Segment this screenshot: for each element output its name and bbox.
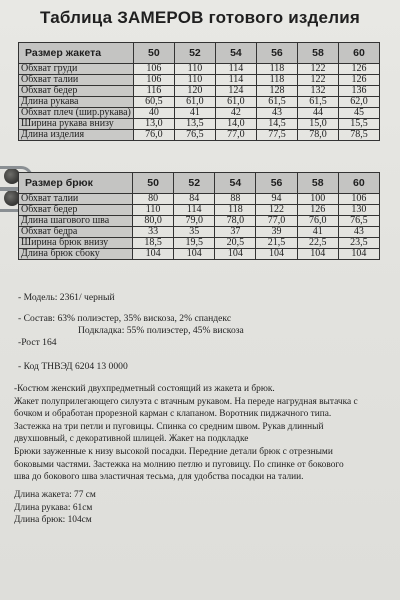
jacket-cell: 114 (215, 75, 256, 86)
pants-cell: 18,5 (133, 238, 174, 249)
pants-cell: 20,5 (215, 238, 256, 249)
jacket-row-label: Обхват груди (19, 64, 134, 75)
pants-cell: 39 (256, 227, 297, 238)
jacket-row (19, 108, 380, 119)
size-header: 52 (174, 173, 215, 194)
pants-size-table (18, 172, 380, 260)
size-header: 60 (338, 43, 379, 64)
jacket-cell: 128 (256, 86, 297, 97)
pants-header-row (19, 173, 380, 194)
jacket-row-label: Обхват плеч (шир.рукава) (19, 108, 134, 119)
pants-cell: 114 (174, 205, 215, 216)
pants-cell: 104 (256, 249, 297, 260)
pants-cell: 122 (256, 205, 297, 216)
jacket-cell: 15,5 (338, 119, 379, 130)
jacket-cell: 62,0 (338, 97, 379, 108)
composition-line: - Состав: 63% полиэстер, 35% вискоза, 2% спандекс (18, 313, 232, 324)
jacket-row-label: Обхват бедер (19, 86, 134, 97)
size-header: 52 (174, 43, 215, 64)
pants-cell: 33 (133, 227, 174, 238)
description-line: -Костюм женский двухпредметный состоящий из жакета и брюк. (14, 384, 275, 394)
jacket-cell: 118 (256, 75, 297, 86)
pants-row (19, 227, 380, 238)
size-header: 56 (256, 43, 297, 64)
pants-cell: 80,0 (133, 216, 174, 227)
jacket-cell: 110 (174, 75, 215, 86)
size-header: 56 (256, 173, 297, 194)
pants-cell: 104 (215, 249, 256, 260)
pants-row (19, 249, 380, 260)
jacket-cell: 78,0 (297, 130, 338, 141)
pants-cell: 106 (338, 194, 379, 205)
length-line: Длина рукава: 61см (14, 502, 93, 513)
jacket-cell: 76,0 (133, 130, 174, 141)
jacket-cell: 76,5 (174, 130, 215, 141)
pants-cell: 19,5 (174, 238, 215, 249)
pants-cell: 100 (297, 194, 338, 205)
jacket-cell: 126 (338, 64, 379, 75)
pants-cell: 76,5 (338, 216, 379, 227)
tnved-code-line: - Код ТНВЭД 6204 13 0000 (18, 361, 128, 372)
pants-header-label: Размер брюк (19, 173, 133, 194)
pants-cell: 84 (174, 194, 215, 205)
jacket-cell: 122 (297, 64, 338, 75)
pants-row-label: Ширина брюк внизу (19, 238, 133, 249)
pants-row-label: Обхват бедер (19, 205, 133, 216)
pants-row-label: Длина шагового шва (19, 216, 133, 227)
jacket-cell: 116 (133, 86, 174, 97)
jacket-cell: 14,0 (215, 119, 256, 130)
jacket-cell: 78,5 (338, 130, 379, 141)
pants-cell: 94 (256, 194, 297, 205)
jacket-cell: 13,5 (174, 119, 215, 130)
jacket-row (19, 97, 380, 108)
pants-cell: 110 (133, 205, 174, 216)
jacket-cell: 45 (338, 108, 379, 119)
jacket-cell: 77,5 (256, 130, 297, 141)
jacket-cell: 61,5 (256, 97, 297, 108)
description-line: двухшовный, с декоративной шлицей. Жакет на подкладке (14, 434, 249, 445)
pants-row (19, 238, 380, 249)
size-header: 54 (215, 173, 256, 194)
jacket-cell: 114 (215, 64, 256, 75)
jacket-cell: 43 (256, 108, 297, 119)
pants-cell: 104 (174, 249, 215, 260)
jacket-cell: 77,0 (215, 130, 256, 141)
pants-row (19, 216, 380, 227)
jacket-row (19, 75, 380, 86)
pants-cell: 22,5 (297, 238, 338, 249)
pants-cell: 77,0 (256, 216, 297, 227)
jacket-row-label: Длина рукава (19, 97, 134, 108)
pants-cell: 43 (338, 227, 379, 238)
jacket-cell: 61,5 (297, 97, 338, 108)
size-header: 54 (215, 43, 256, 64)
pants-cell: 88 (215, 194, 256, 205)
pants-cell: 21,5 (256, 238, 297, 249)
pants-cell: 126 (297, 205, 338, 216)
size-header: 58 (297, 43, 338, 64)
jacket-row (19, 130, 380, 141)
length-line: Длина жакета: 77 см (14, 490, 96, 500)
height-line: -Рост 164 (18, 337, 57, 348)
pants-cell: 23,5 (338, 238, 379, 249)
jacket-row-label: Обхват талии (19, 75, 134, 86)
size-header: 60 (338, 173, 379, 194)
jacket-cell: 124 (215, 86, 256, 97)
pants-row-label: Длина брюк сбоку (19, 249, 133, 260)
jacket-cell: 42 (215, 108, 256, 119)
jacket-cell: 132 (297, 86, 338, 97)
jacket-row (19, 86, 380, 97)
lining-line: Подкладка: 55% полиэстер, 45% вискоза (78, 325, 244, 336)
pants-row (19, 205, 380, 216)
pants-cell: 104 (338, 249, 379, 260)
jacket-cell: 40 (133, 108, 174, 119)
model-line: - Модель: 2361/ черный (18, 292, 115, 303)
jacket-row-label: Длина изделия (19, 130, 134, 141)
jacket-row (19, 64, 380, 75)
jacket-header-label: Размер жакета (19, 43, 134, 64)
description-line: шва до бокового шва эластичная тесьма, для удобства посадки на талии. (14, 472, 304, 483)
length-line: Длина брюк: 104см (14, 515, 92, 526)
jacket-cell: 41 (174, 108, 215, 119)
pants-cell: 104 (133, 249, 174, 260)
description-line: Застежка на три петли и пуговицы. Спинка со средним швом. Рукав длинный (14, 421, 324, 432)
pants-cell: 118 (215, 205, 256, 216)
jacket-cell: 106 (133, 64, 174, 75)
description-line: Брюки зауженные к низу высокой посадки. Передние детали брюк с отрезными (14, 446, 333, 457)
pants-row-label: Обхват бедра (19, 227, 133, 238)
jacket-cell: 60,5 (133, 97, 174, 108)
jacket-cell: 61,0 (215, 97, 256, 108)
description-line: бочком и обработан прорезной карман с клапаном. Воротник пиджачного типа. (14, 409, 332, 420)
pants-cell: 104 (297, 249, 338, 260)
description-block (14, 383, 394, 484)
jacket-cell: 118 (256, 64, 297, 75)
pants-cell: 78,0 (215, 216, 256, 227)
jacket-cell: 136 (338, 86, 379, 97)
jacket-cell: 61,0 (174, 97, 215, 108)
size-header: 58 (297, 173, 338, 194)
pants-cell: 130 (338, 205, 379, 216)
jacket-row-label: Ширина рукава внизу (19, 119, 134, 130)
pants-row-label: Обхват талии (19, 194, 133, 205)
jacket-cell: 14,5 (256, 119, 297, 130)
pants-cell: 37 (215, 227, 256, 238)
jacket-cell: 110 (174, 64, 215, 75)
page-title: Таблица ЗАМЕРОВ готового изделия (40, 8, 360, 27)
pants-cell: 41 (297, 227, 338, 238)
pants-cell: 35 (174, 227, 215, 238)
jacket-header-row (19, 43, 380, 64)
size-header: 50 (133, 173, 174, 194)
description-line: Жакет полуприлегающего силуэта с втачным рукавом. На переде нагрудная вытачка с (14, 396, 358, 407)
jacket-row (19, 119, 380, 130)
jacket-cell: 126 (338, 75, 379, 86)
jacket-cell: 13,0 (133, 119, 174, 130)
pants-cell: 76,0 (297, 216, 338, 227)
size-header: 50 (133, 43, 174, 64)
pants-cell: 79,0 (174, 216, 215, 227)
pants-row (19, 194, 380, 205)
jacket-cell: 122 (297, 75, 338, 86)
jacket-cell: 15,0 (297, 119, 338, 130)
jacket-size-table (18, 42, 380, 141)
jacket-cell: 106 (133, 75, 174, 86)
jacket-cell: 44 (297, 108, 338, 119)
description-line: боковыми частями. Застежка на молнию петлю и пуговицу. По спинке от бокового (14, 459, 344, 470)
jacket-cell: 120 (174, 86, 215, 97)
lengths-block (14, 489, 394, 527)
pants-cell: 80 (133, 194, 174, 205)
